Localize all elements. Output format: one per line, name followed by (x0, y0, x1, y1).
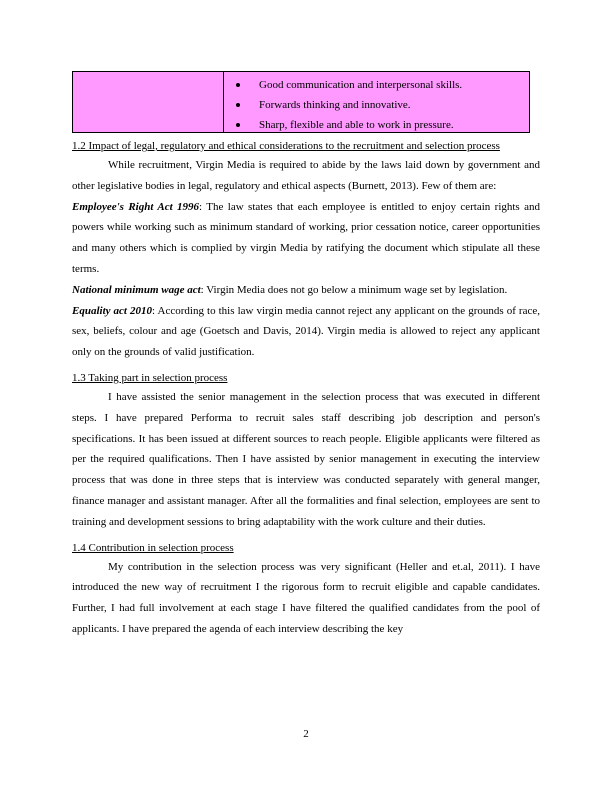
paragraph-employees-right-act (72, 197, 540, 280)
table-cell-left (73, 72, 224, 132)
list-item-text: Good communication and interpersonal skills. (259, 79, 463, 91)
list-item-text: Forwards thinking and innovative. (259, 99, 411, 111)
paragraph: My contribution in the selection process was very significant (Heller and et.al, 2011). I have introduced the new way of recruitment I the rigorous form to recruit eligible and capable candidates. Further, I had full involvement at each stage I have filtered the qualified candidates from the pool of applicants. I have prepared the agenda of each interview describing the key (72, 560, 540, 635)
paragraph-equality-act (72, 301, 540, 363)
skills-table (72, 71, 530, 133)
bullet-icon (236, 123, 240, 127)
paragraph-national-minimum-wage (72, 280, 540, 301)
term-text: : Virgin Media does not go below a minimum wage set by legislation. (200, 283, 508, 296)
bullet-icon (236, 83, 240, 87)
term-label: Equality act 2010 (72, 304, 153, 317)
section-heading-1-2: 1.2 Impact of legal, regulatory and ethical considerations to the recruitment and selection process (72, 140, 500, 152)
list-item (224, 75, 529, 95)
document-body (72, 137, 540, 640)
bullet-icon (236, 103, 240, 107)
list-item-text: Sharp, flexible and able to work in pressure. (259, 119, 454, 131)
term-label: National minimum wage act (72, 283, 201, 296)
list-item (224, 115, 529, 135)
paragraph: I have assisted the senior management in the selection process that was executed in different steps. I have prepared Performa to recruit sales staff describing job description and person's specifications. It has been issued at different sources to reach people. Eligible applicants were filtered as per the required qualifications. Then I have assisted by senior management in executing the interview process that was done in three steps that is interview was conducted separately with general manger, finance manager and assistant manager. After all the formalities and final selection, employees are sent to training and development sessions to bring adaptability with the work culture and their duties. (72, 390, 540, 528)
paragraph: While recruitment, Virgin Media is required to abide by the laws laid down by government and other legislative bodies in legal, regulatory and ethical aspects (Burnett, 2013). Few of them are: (72, 159, 540, 192)
table-cell-right (224, 72, 529, 132)
section-heading-1-4: 1.4 Contribution in selection process (72, 541, 234, 554)
term-text: : The law states that each employee is entitled to enjoy certain rights and powers while working such as minimum standard of working, prior cessation notice, career opportunities and many others which is complied by virgin Media by ratifying the document which stipulate all these terms. (72, 200, 540, 275)
section-heading-1-3: 1.3 Taking part in selection process (72, 371, 228, 384)
page-number: 2 (303, 728, 309, 740)
list-item (224, 95, 529, 115)
term-label: Employee's Right Act 1996 (72, 200, 200, 213)
term-text: : According to this law virgin media cannot reject any applicant on the grounds of race, sex, beliefs, colour and age (Goetsch and Davis, 2014). Virgin media is allowed to reject any applicant only on the grounds of valid justification. (72, 304, 540, 359)
